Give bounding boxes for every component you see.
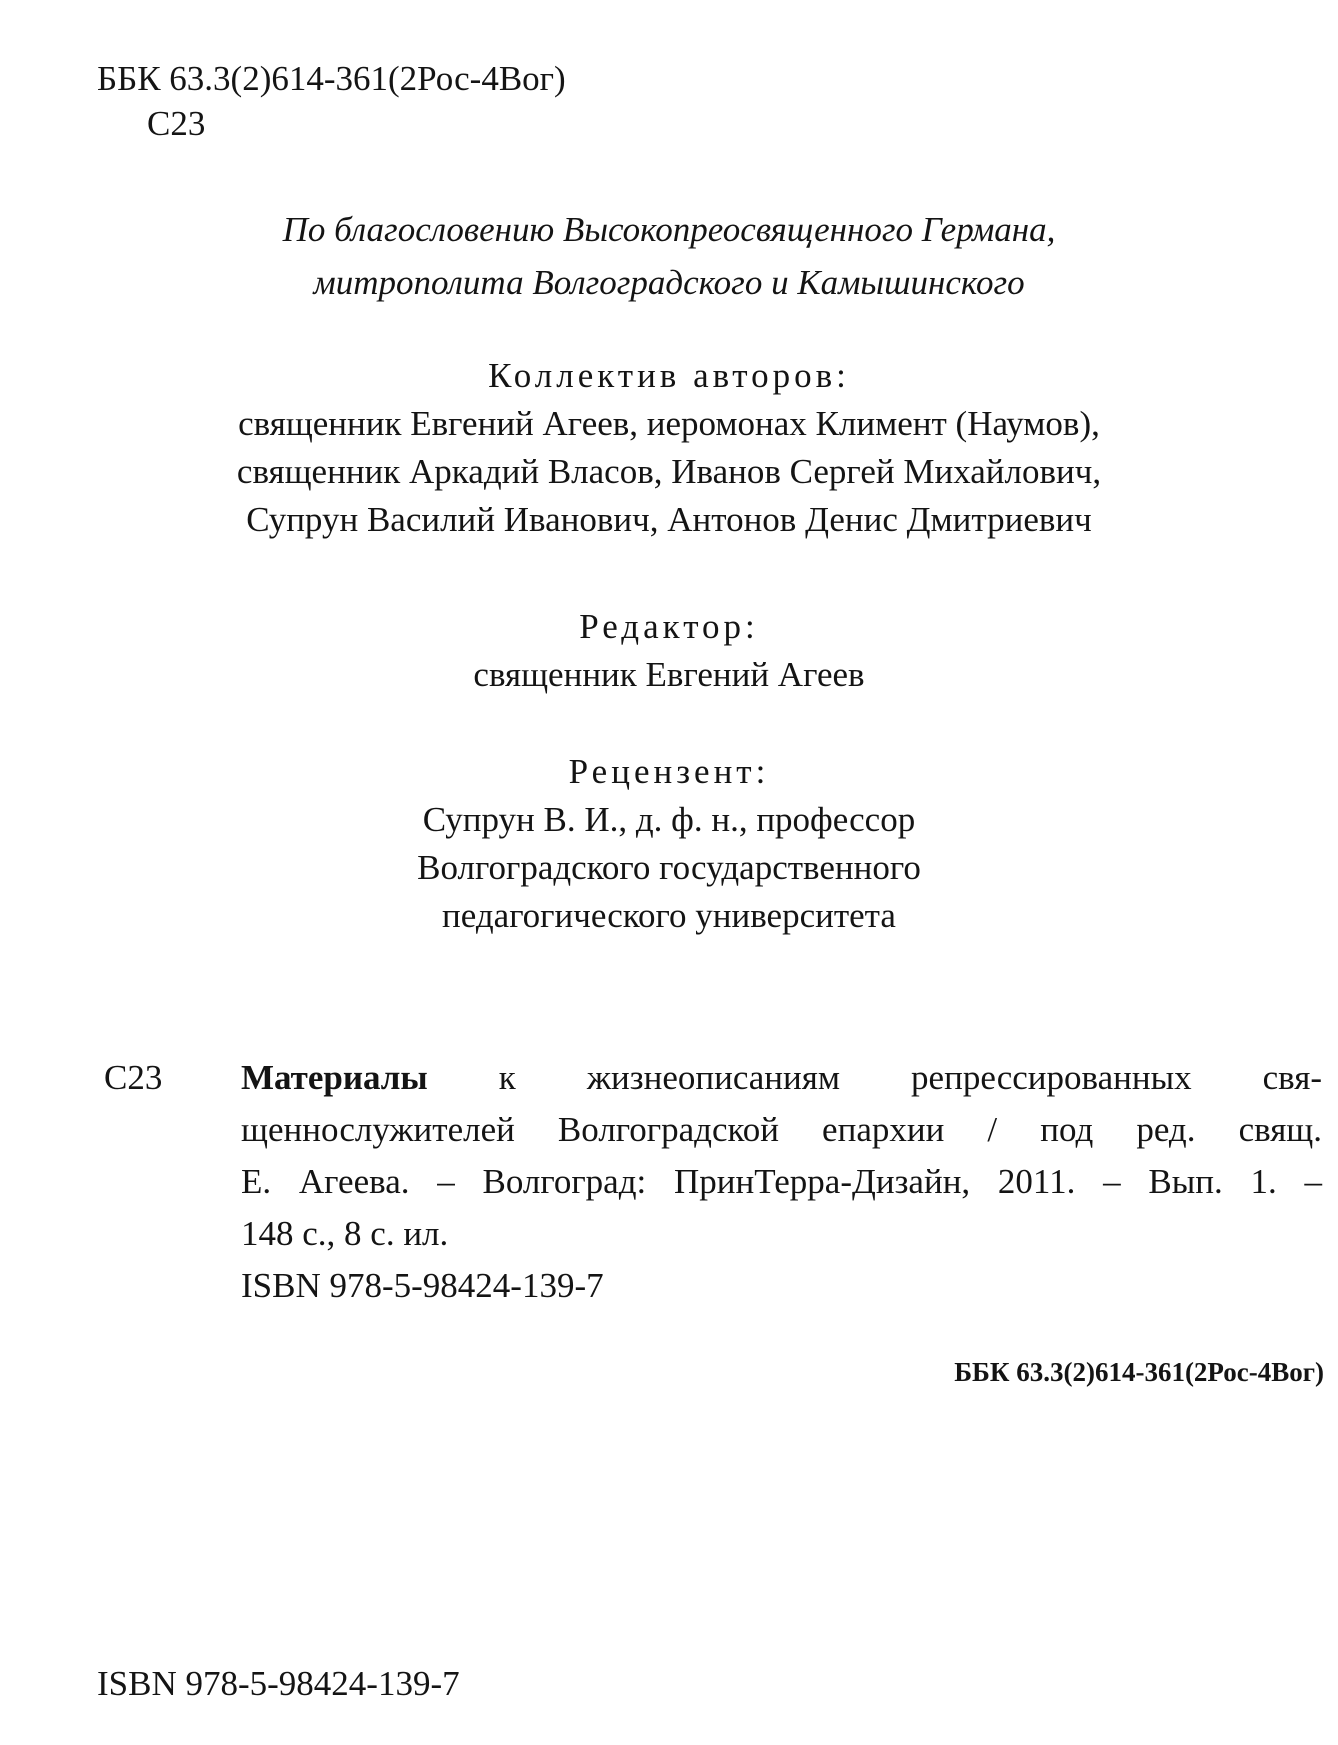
- authors-section: [0, 352, 1338, 544]
- catalog-line-rest: к жизнеописаниям репрессированных свя-: [427, 1058, 1322, 1097]
- reviewer-line: Волгоградского государственного: [417, 848, 921, 887]
- isbn-footer: ISBN 978-5-98424-139-7: [97, 1664, 460, 1703]
- catalog-entry-continued: [241, 1104, 1322, 1260]
- bbk-classification-footer: ББК 63.3(2)614-361(2Рос-4Вог): [954, 1357, 1324, 1387]
- catalog-line: 148 с., 8 с. ил.: [241, 1214, 449, 1253]
- catalog-line: щеннослужителей Волгоградской епархии / под ред. свящ.: [241, 1110, 1322, 1149]
- blessing-line: По благословению Высокопреосвященного Германа,: [282, 210, 1056, 249]
- editor-name: священник Евгений Агеев: [473, 655, 865, 694]
- blessing-statement: [0, 203, 1338, 309]
- editor-section: [0, 603, 1338, 699]
- catalog-title-word: Материалы: [241, 1058, 428, 1097]
- catalog-record: [104, 1052, 1322, 1312]
- catalog-isbn: ISBN 978-5-98424-139-7: [241, 1266, 604, 1305]
- catalog-entry: [241, 1052, 1322, 1104]
- authors-line: священник Евгений Агеев, иеромонах Климент (Наумов),: [238, 404, 1100, 443]
- blessing-line: митрополита Волгоградского и Камышинского: [313, 263, 1025, 302]
- reviewer-line: Супрун В. И., д. ф. н., профессор: [422, 800, 916, 839]
- bbk-classification: ББК 63.3(2)614-361(2Рос-4Вог): [97, 59, 566, 98]
- author-mark: С23: [147, 104, 206, 143]
- reviewer-section: [0, 748, 1338, 940]
- reviewer-line: педагогического университета: [442, 896, 896, 935]
- catalog-line: Е. Агеева. – Волгоград: ПринТерра-Дизайн, 2011. – Вып. 1. –: [241, 1162, 1322, 1201]
- catalog-line: [241, 1052, 1322, 1104]
- reviewer-heading: Рецензент:: [568, 752, 770, 791]
- authors-heading: Коллектив авторов:: [488, 356, 850, 395]
- authors-line: Супрун Василий Иванович, Антонов Денис Дмитриевич: [246, 500, 1092, 539]
- authors-line: священник Аркадий Власов, Иванов Сергей Михайлович,: [236, 452, 1102, 491]
- editor-heading: Редактор:: [579, 607, 759, 646]
- catalog-code: С23: [104, 1058, 163, 1097]
